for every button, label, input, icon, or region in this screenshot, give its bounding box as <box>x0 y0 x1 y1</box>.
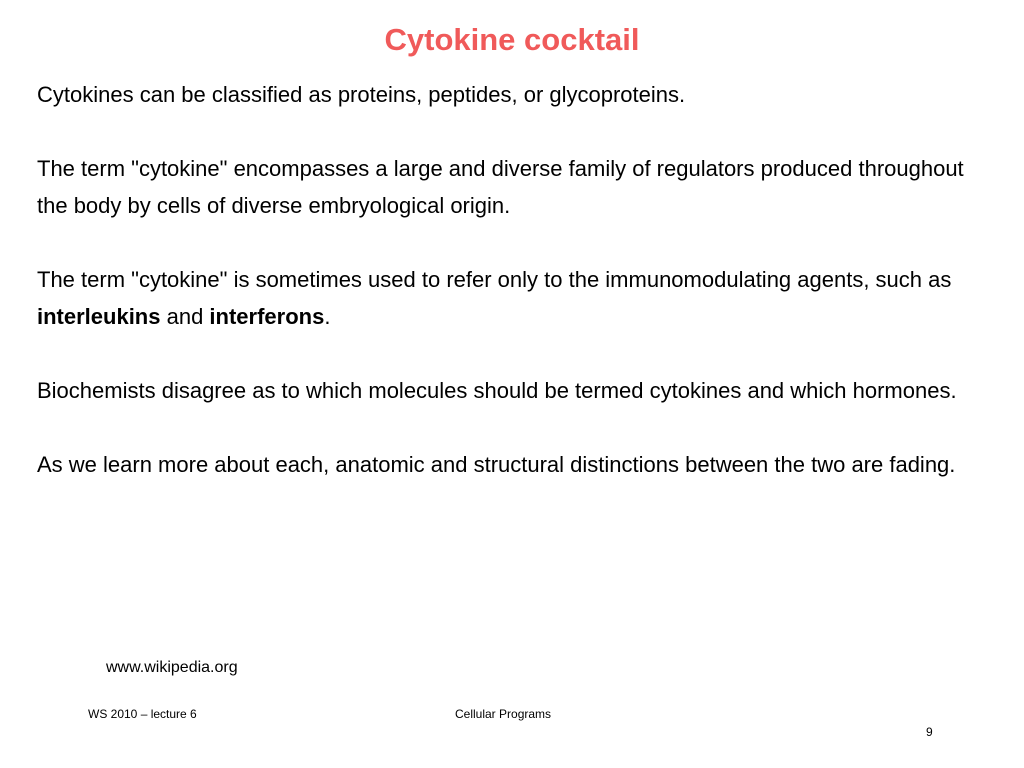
paragraph-fading-distinctions: As we learn more about each, anatomic and structural distinctions between the two are fading. <box>37 452 956 477</box>
slide-body <box>37 76 997 483</box>
paragraph-immunomodulating-prefix: The term "cytokine" is sometimes used to refer only to the immunomodulating agents, such as <box>37 267 952 292</box>
slide-title: Cytokine cocktail <box>384 22 640 57</box>
footer-course: WS 2010 – lecture 6 <box>88 707 197 721</box>
source-citation: www.wikipedia.org <box>106 659 238 676</box>
paragraph-immunomodulating <box>37 261 997 335</box>
page-number: 9 <box>926 725 933 739</box>
paragraph-immunomodulating-mid: and <box>160 304 210 329</box>
paragraph-disagreement: Biochemists disagree as to which molecules should be termed cytokines and which hormones. <box>37 378 957 403</box>
paragraph-definition: The term "cytokine" encompasses a large and diverse family of regulators produced throughout the body by cells of diverse embryological origin. <box>37 156 964 218</box>
footer-topic: Cellular Programs <box>455 707 552 721</box>
term-interferons: interferons <box>209 304 325 329</box>
term-interleukins: interleukins <box>37 304 161 329</box>
paragraph-classification: Cytokines can be classified as proteins, peptides, or glycoproteins. <box>37 82 686 107</box>
paragraph-immunomodulating-suffix: . <box>324 304 331 329</box>
